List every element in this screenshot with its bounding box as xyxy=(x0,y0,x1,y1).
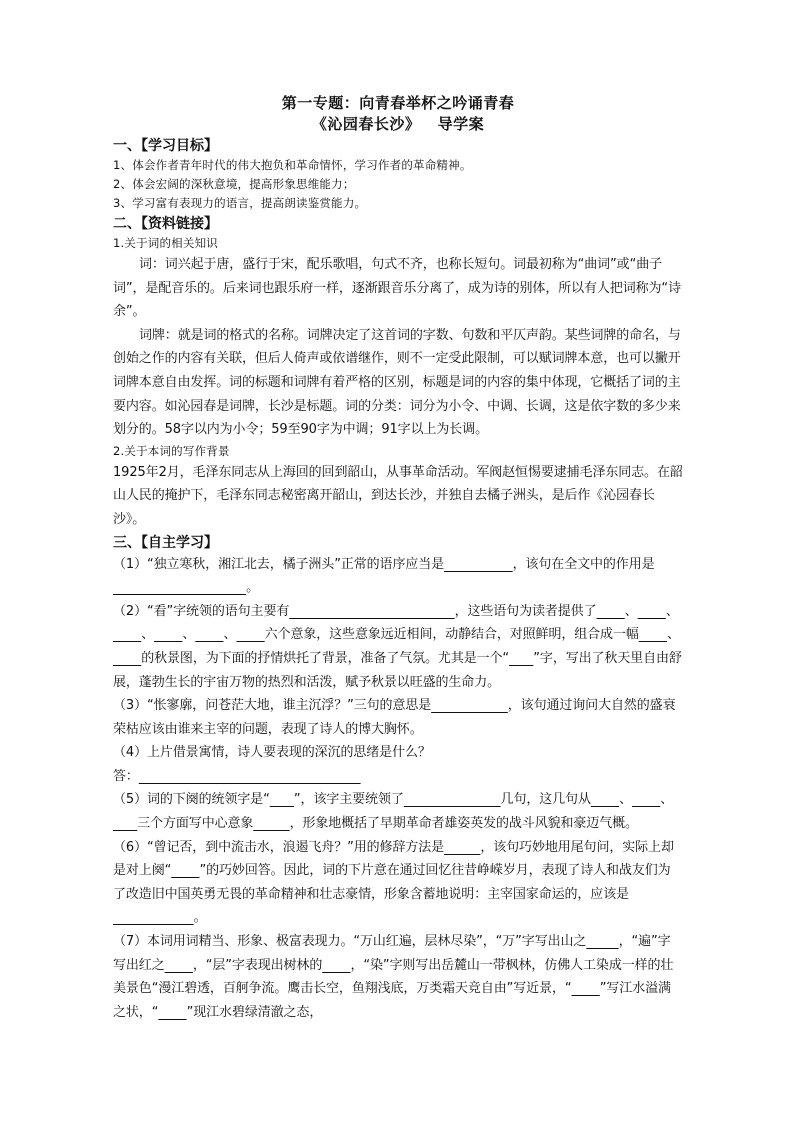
question-text: （7）本词用词精当、形象、极富表现力。“万山红遍，层林尽染”，“万”字写出山之 xyxy=(113,934,587,950)
document-content xyxy=(113,93,683,1024)
question-4 xyxy=(113,741,683,765)
question-text: 几句，这几句从 xyxy=(500,792,591,808)
answer-blank[interactable] xyxy=(639,627,667,642)
answer-blank[interactable] xyxy=(139,769,361,784)
question-2 xyxy=(113,600,683,694)
question-text: （5）词的下阕的统领字是“ xyxy=(113,792,270,808)
question-text: ，该句在全文中的作用是 xyxy=(512,556,655,572)
question-text: 、 xyxy=(182,627,196,643)
question-text: ，“染”字则写出岳麓山一带枫林，仿佛人工染成一样的壮美景色“漫江碧透，百舸争流。鹰击长空，鱼翔浅底，万类霜天竞自由”写近景，“ xyxy=(113,957,674,997)
question-text: 、 xyxy=(624,603,638,619)
question-text: 的秋景图，为下面的抒情烘托了背景，准备了气氛。尤其是一个“ xyxy=(141,650,510,666)
question-text: 、 xyxy=(667,627,680,643)
question-text: 答： xyxy=(113,768,139,784)
answer-blank[interactable] xyxy=(113,580,246,595)
answer-blank[interactable] xyxy=(586,934,618,949)
subheading-ci-knowledge: 1.关于词的相关知识 xyxy=(113,236,218,250)
question-text: 三个方面写中心意象 xyxy=(137,816,254,832)
question-text: 、 xyxy=(665,603,679,619)
paragraph-cipai: 词牌：就是词的格式的名称。词牌决定了这首词的字数、句数和平仄声韵。某些词牌的命名，与创始之作的内容有关联，但后人倚声或依谱继作，则不一定受此限制，可以赋词牌本意，也可以撇开词牌本意自由发挥。词的标题和词牌有着严格的区别，标题是词的内容的集中体现，它概括了词的主要内容。如沁园春是词牌，长沙是标题。词的分类：词分为小令、中调、长调，这是依字数的多少来划分的。58字以内为小令；59至90字为中调；91字以上为长调。 xyxy=(113,327,681,438)
answer-blank[interactable] xyxy=(572,981,600,996)
document-title: 第一专题：向青春举杯之吟诵青春 xyxy=(281,94,515,112)
document-subtitle: 《沁园春长沙》 导学案 xyxy=(311,115,485,133)
question-text: 、 xyxy=(660,792,674,808)
answer-blank[interactable] xyxy=(113,910,194,925)
question-text: 、 xyxy=(141,627,155,643)
question-text: ，形象地概括了早期革命者雄姿英发的战斗风貌和豪迈气概。 xyxy=(289,816,638,832)
question-text: （3）“怅寥廓，问苍茫大地，谁主沉浮？”三句的意思是 xyxy=(113,698,432,714)
question-6 xyxy=(113,836,683,930)
goal-item: 1、体会作者青年时代的伟大抱负和革命情怀，学习作者的革命精神。 xyxy=(113,158,472,172)
question-text: ，这些语句为读者提供了 xyxy=(454,603,597,619)
question-4-answer xyxy=(113,765,683,789)
answer-blank[interactable] xyxy=(171,863,199,878)
question-text: ，“层”字表现出树林的 xyxy=(192,957,323,973)
section-learning-goals-heading: 一、【学习目标】 xyxy=(113,138,218,154)
question-text: ，该句巧妙地用尾句问，实际上却是对上阕“ xyxy=(113,839,674,879)
question-text: 、 xyxy=(619,792,632,808)
question-text: ”现江水碧绿清澈之态， xyxy=(186,1004,323,1020)
goal-item: 3、学习富有表现力的语言，提高朗读鉴赏能力。 xyxy=(113,196,367,210)
question-text: （2）“看”字统领的语句主要有 xyxy=(113,603,290,619)
answer-blank[interactable] xyxy=(444,840,480,855)
section-self-study-heading: 三、【自主学习】 xyxy=(113,534,218,551)
answer-blank[interactable] xyxy=(509,651,533,666)
answer-blank[interactable] xyxy=(322,958,350,973)
question-text: 。 xyxy=(246,580,259,596)
question-text: （1）“独立寒秋，湘江北去，橘子洲头”正常的语序应当是 xyxy=(113,556,445,572)
answer-blank[interactable] xyxy=(113,816,137,831)
question-text: 、 xyxy=(223,627,237,643)
question-text: ”的巧妙回答。因此，词的下片意在通过回忆往昔峥嵘岁月，表现了诗人和战友们为了改造旧中国英勇无畏的革命精神和壮志豪情，形象含蓄地说明：主宰国家命运的，应该是 xyxy=(113,863,671,902)
answer-blank[interactable] xyxy=(270,792,294,807)
answer-blank[interactable] xyxy=(253,816,289,831)
paragraph-ci-definition: 词：词兴起于唐，盛行于宋，配乐歌唱，句式不齐，也称长短句。词最初称为“曲词”或“曲子词”，是配音乐的。后来词也跟乐府一样，逐渐跟音乐分离了，成为诗的别体，所以有人把词称为“诗余”。 xyxy=(113,257,681,320)
paragraph-background: 1925年2月，毛泽东同志从上海回的回到韶山，从事革命活动。军阀赵恒惕要逮捕毛泽东同志。在韶山人民的掩护下，毛泽东同志秘密离开韶山，到达长沙，并独自去橘子洲头，是后作《沁园春长沙》。 xyxy=(113,464,683,527)
question-text: 六个意象，这些意象远近相间，动静结合，对照鲜明，组合成一幅 xyxy=(264,627,639,643)
section-resources-heading: 二、【资料链接】 xyxy=(113,216,218,232)
question-text: ”写江水溢满之状，“ xyxy=(113,981,671,1020)
question-text: （4）上片借景寓情，诗人要表现的深沉的思绪是什么？ xyxy=(113,745,431,761)
answer-blank[interactable] xyxy=(158,1005,186,1020)
question-text: ，“遍”字写出红之 xyxy=(113,934,671,973)
question-1 xyxy=(113,553,683,600)
question-text: ”，该字主要统领了 xyxy=(293,792,404,808)
answer-blank[interactable] xyxy=(638,604,666,619)
answer-blank[interactable] xyxy=(431,698,508,713)
answer-blank[interactable] xyxy=(444,557,513,572)
subheading-background: 2.关于本词的写作背景 xyxy=(113,443,230,458)
question-text: 。 xyxy=(193,910,207,926)
answer-blank[interactable] xyxy=(404,792,501,807)
answer-blank[interactable] xyxy=(165,958,193,973)
question-5 xyxy=(113,788,683,835)
answer-blank[interactable] xyxy=(236,627,264,642)
question-text: ，该句通过询问大自然的盛衰荣枯应该由谁来主宰的问题，表现了诗人的博大胸怀。 xyxy=(113,698,676,737)
question-text: ”字，写出了秋天里自由舒展，蓬勃生长的宇宙万物的热烈和活泼，赋予秋景以旺盛的生命力。 xyxy=(113,650,682,690)
answer-blank[interactable] xyxy=(289,604,454,619)
answer-blank[interactable] xyxy=(195,627,223,642)
question-text: （6）“曾记否，到中流击水，浪遏飞舟？”用的修辞方法是 xyxy=(113,839,445,855)
answer-blank[interactable] xyxy=(591,792,619,807)
answer-blank[interactable] xyxy=(113,627,141,642)
answer-blank[interactable] xyxy=(113,651,141,666)
answer-blank[interactable] xyxy=(596,604,624,619)
goal-item: 2、体会宏阔的深秋意境，提高形象思维能力； xyxy=(113,177,355,191)
question-3 xyxy=(113,694,683,741)
answer-blank[interactable] xyxy=(154,627,182,642)
answer-blank[interactable] xyxy=(632,792,660,807)
question-7 xyxy=(113,930,683,1024)
